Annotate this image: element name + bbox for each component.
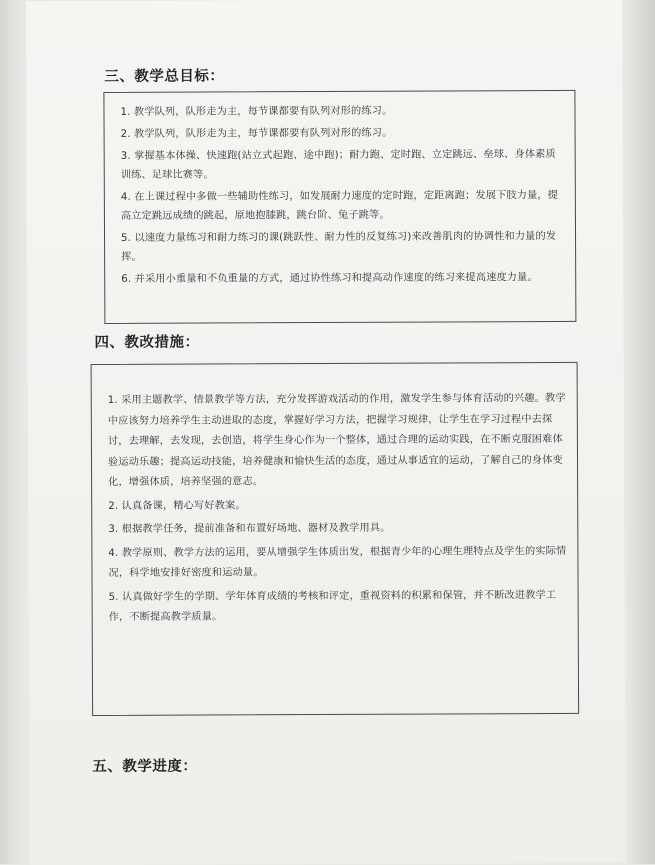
goals-box — [103, 90, 576, 324]
goal-item-6: 6. 并采用小重量和不负重量的方式，通过协性练习和提高动作速度的练习来提高速度力量。 — [121, 272, 538, 285]
goal-item-5: 5. 以速度力量练习和耐力练习的课(跳跃性、耐力性的反复练习)来改善肌肉的协调性和力量的发挥。 — [121, 230, 557, 263]
section-heading-goals: 三、教学总目标： — [104, 68, 225, 85]
reform-item-3: 3. 根据教学任务，提前准备和布置好场地、器材及教学用具。 — [108, 522, 391, 535]
right-page-edge — [625, 0, 655, 864]
section-heading-reform: 四、教改措施： — [94, 334, 200, 352]
goal-item-1: 1. 教学队列，队形走为主，每节课都要有队列对形的练习。 — [120, 105, 393, 118]
reform-box — [91, 362, 580, 716]
left-page-edge — [0, 0, 26, 864]
reform-item-2: 2. 认真备课，精心写好教案。 — [108, 499, 246, 512]
document-page — [26, 0, 626, 865]
section-heading-progress: 五、教学进度： — [92, 758, 198, 776]
reform-item-4: 4. 教学原则、教学方法的运用，要从增强学生体质出发，根据青少年的心理生理特点及学生的实际情况，科学地安排好密度和运动量。 — [108, 545, 567, 579]
goal-item-4: 4. 在上课过程中多做一些辅助性练习，如发展耐力速度的定时跑，定距离跑；发展下肢力量，提高立定跳远成绩的跳起，原地抱膝跳，跳台阶、兔子跳等。 — [120, 189, 559, 222]
goal-item-2: 2. 教学队列，队形走为主，每节课都要有队列对形的练习。 — [120, 127, 393, 140]
reform-item-1: 1. 采用主题教学、情景教学等方法，充分发挥游戏活动的作用，激发学生参与体育活动的兴趣。教学中应该努力培养学生主动进取的态度，掌握好学习方法，把握学习规律，让学生在学习过程中去探讨，去理解，去发现，去创造，将学生身心作为一个整体，通过合理的运动实践，在不断克服困难体验运动乐趣；提高运动技能，培养健康和愉快生活的态度，通过从事适宜的运动，了解自己的身体变化，增强体质，培养坚强的意志。 — [107, 392, 566, 488]
goal-item-3: 3. 掌握基本体操、快速跑(站立式起跑、途中跑)；耐力跑、定时跑、立定跳远、垒球、身体素质训练、足球比赛等。 — [120, 148, 556, 181]
reform-item-5: 5. 认真做好学生的学期、学年体育成绩的考核和评定，重视资料的积累和保管，并不断改进教学工作，不断提高教学质量。 — [108, 589, 557, 623]
